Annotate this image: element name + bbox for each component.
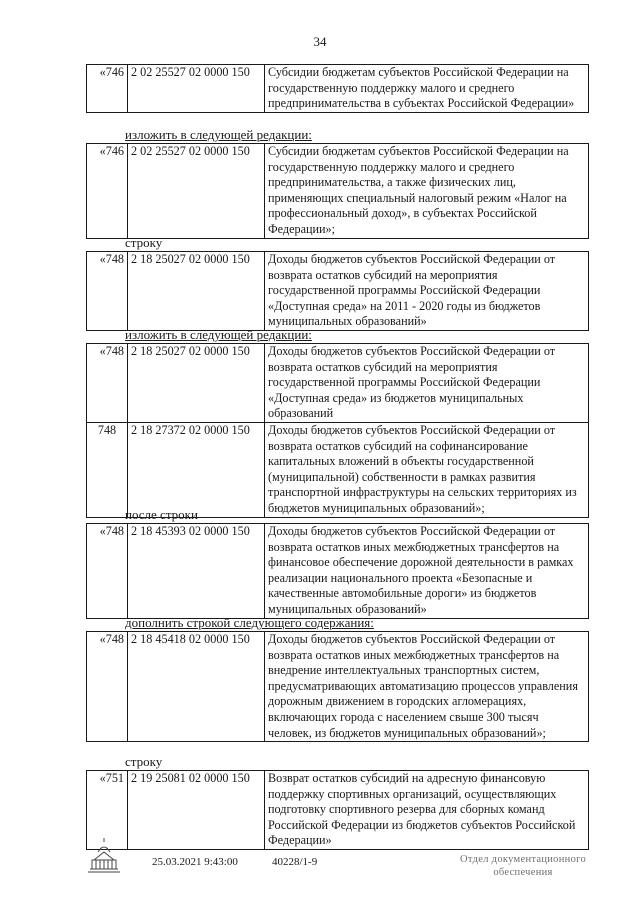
description-cell: Возврат остатков субсидий на адресную финансовую поддержку спортивных организаций, осуществляющих подготовку спортивного резерва для сборных команд Российской Федерации из бюджетов субъектов Российской Федерации»: [265, 771, 589, 850]
description-cell: Субсидии бюджетам субъектов Российской Федерации на государственную поддержку малого и среднего предпринимательства в субъектах Российской Федерации»: [265, 65, 589, 113]
description-cell: Доходы бюджетов субъектов Российской Федерации от возврата остатков субсидий на софинансирование капитальных вложений в объекты государственной (муниципальной) собственности в рамках развития транспортной инфраструктуры на сельских территориях из бюджетов муниципальных образований»;: [265, 422, 589, 517]
description-cell: Доходы бюджетов субъектов Российской Федерации от возврата остатков субсидий на мероприятия государственной программы Российской Федерации «Доступная среда» на 2011 - 2020 годы из бюджетов муниципальных образований»: [265, 252, 589, 331]
table-row: [87, 632, 589, 742]
description-cell: Доходы бюджетов субъектов Российской Федерации от возврата остатков субсидий на мероприятия государственной программы Российской Федерации «Доступная среда» из бюджетов муниципальных образований: [265, 344, 589, 423]
budget-code-cell: 2 18 45418 02 0000 150: [128, 632, 265, 742]
table-block-2: [86, 143, 589, 239]
budget-code-cell: 2 18 27372 02 0000 150: [128, 422, 265, 517]
description-cell: Доходы бюджетов субъектов Российской Федерации от возврата остатков иных межбюджетных трансфертов на финансовое обеспечение дорожной деятельности в рамках реализации национального проекта «Безопасные и качественные автомобильные дороги» из бюджетов муниципальных образований»: [265, 524, 589, 619]
table-row: [87, 65, 589, 113]
budget-code-cell: 2 02 25527 02 0000 150: [128, 65, 265, 113]
admin-code-cell: «748: [87, 524, 128, 619]
instruction-text: строку: [125, 754, 163, 769]
table-block-5: [86, 523, 589, 619]
budget-code-cell: 2 18 25027 02 0000 150: [128, 252, 265, 331]
table-row: [87, 422, 589, 517]
budget-code-cell: 2 18 45393 02 0000 150: [128, 524, 265, 619]
admin-code-cell: «748: [87, 252, 128, 331]
budget-code-cell: 2 02 25527 02 0000 150: [128, 144, 265, 239]
table-block-3: [86, 251, 589, 331]
table-block-7: [86, 770, 589, 850]
budget-code-cell: 2 18 25027 02 0000 150: [128, 344, 265, 423]
admin-code-cell: «751: [87, 771, 128, 850]
instruction-text: после строки: [125, 507, 198, 522]
admin-code-cell: «746: [87, 144, 128, 239]
table-block-1: [86, 64, 589, 113]
table-row: [87, 144, 589, 239]
admin-code-cell: «748: [87, 344, 128, 423]
instruction-text: изложить в следующей редакции:: [125, 327, 312, 342]
table-row: [87, 524, 589, 619]
description-cell: Доходы бюджетов субъектов Российской Федерации от возврата остатков иных межбюджетных трансфертов на внедрение интеллектуальных транспортных систем, предусматривающих автоматизацию процессов управления дорожным движением в городских агломерациях, включающих города с населением свыше 300 тысяч человек, из бюджетов муниципальных образований»;: [265, 632, 589, 742]
instruction-text: дополнить строкой следующего содержания:: [125, 615, 374, 630]
admin-code-cell: 748: [87, 422, 128, 517]
description-cell: Субсидии бюджетам субъектов Российской Федерации на государственную поддержку малого и среднего предпринимательства, а также физических лиц, применяющих специальный налоговый режим «Налог на профессиональный доход», в субъектах Российской Федерации»;: [265, 144, 589, 239]
budget-code-cell: 2 19 25081 02 0000 150: [128, 771, 265, 850]
table-row: [87, 771, 589, 850]
page-number: 34: [313, 34, 327, 49]
table-block-4: [86, 343, 589, 518]
stamp-line-1: Отдел документационного: [459, 854, 587, 865]
duma-building-icon: [82, 836, 126, 876]
table-block-6: [86, 631, 589, 742]
table-row: [87, 344, 589, 423]
table-row: [87, 252, 589, 331]
stamp-line-2: обеспечения: [493, 867, 553, 878]
admin-code-cell: «746: [87, 65, 128, 113]
instruction-text: изложить в следующей редакции:: [125, 127, 312, 142]
footer-doc-code: 40228/1-9: [272, 856, 318, 868]
footer-datetime: 25.03.2021 9:43:00: [152, 856, 238, 868]
department-stamp: [448, 853, 598, 879]
admin-code-cell: «748: [87, 632, 128, 742]
instruction-text: строку: [125, 235, 163, 250]
